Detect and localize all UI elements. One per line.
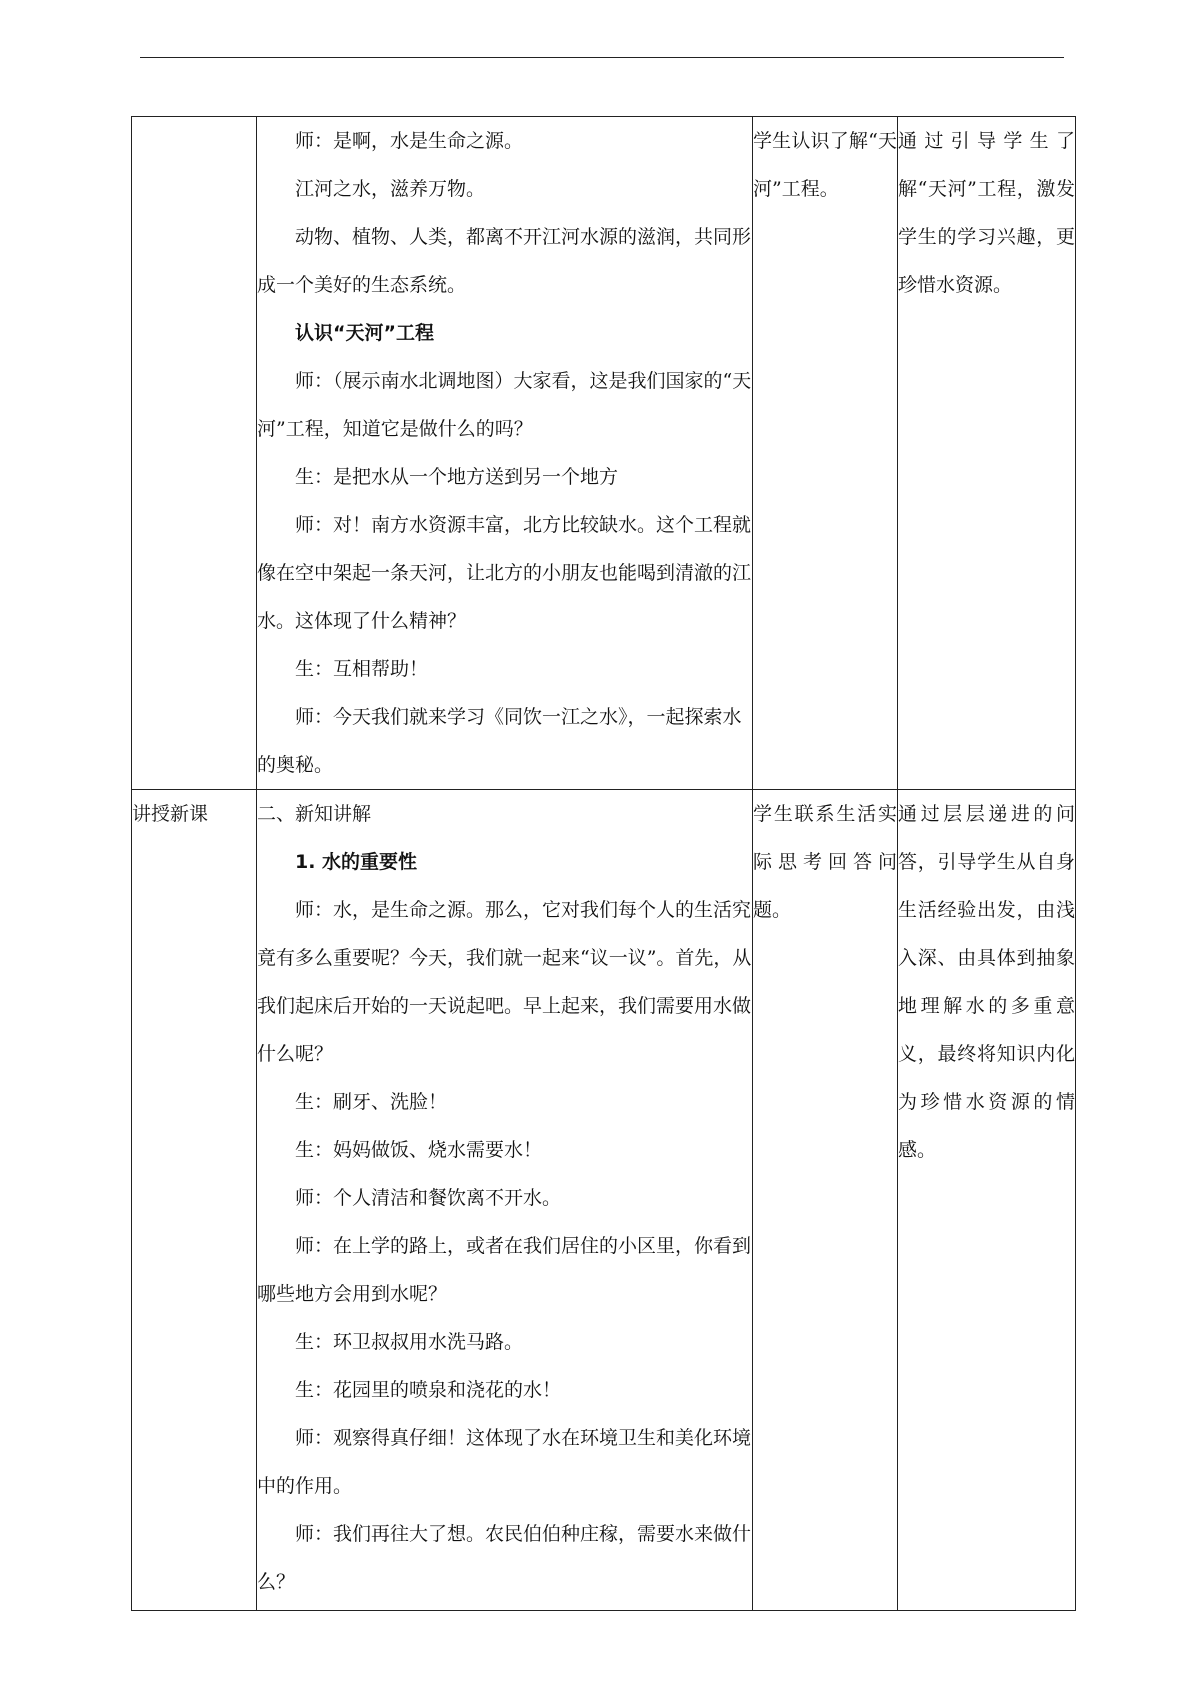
dialogue-paragraph: 江河之水，滋养万物。 xyxy=(295,178,486,200)
dialogue-paragraph: 师：是啊，水是生命之源。 xyxy=(295,130,524,152)
dialogue-paragraph: 师：在上学的路上，或者在我们居住的小区里，你看到哪些地方会用到水呢？ xyxy=(257,1235,752,1305)
dialogue-paragraph: 生：是把水从一个地方送到另一个地方 xyxy=(295,466,619,488)
teaching-process-cell xyxy=(257,117,753,790)
teaching-process-cell xyxy=(257,790,753,1611)
dialogue-paragraph: 师：水，是生命之源。那么，它对我们每个人的生活究竟有多么重要呢？今天，我们就一起来“议一议”。首先，从我们起床后开始的一天说起吧。早上起来，我们需要用水做什么呢？ xyxy=(257,899,752,1065)
section-heading: 认识“天河”工程 xyxy=(295,322,434,344)
design-intent-cell xyxy=(898,117,1076,790)
design-intent-cell xyxy=(898,790,1076,1611)
student-activity-text: 学生联系生活实际思考回答问题。 xyxy=(753,803,897,921)
table-row xyxy=(132,790,1076,1611)
student-activity-cell xyxy=(753,790,898,1611)
stage-label: 讲授新课 xyxy=(132,803,209,825)
table-row xyxy=(132,117,1076,790)
dialogue-paragraph: 生：互相帮助！ xyxy=(295,658,429,680)
dialogue-paragraph: 师：观察得真仔细！这体现了水在环境卫生和美化环境中的作用。 xyxy=(257,1427,752,1497)
dialogue-paragraph: 师：我们再往大了想。农民伯伯种庄稼，需要水来做什么？ xyxy=(257,1523,752,1593)
section-heading: 1. 水的重要性 xyxy=(295,851,418,873)
dialogue-paragraph: 师：对！南方水资源丰富，北方比较缺水。这个工程就像在空中架起一条天河，让北方的小朋友也能喝到清澈的江水。这体现了什么精神？ xyxy=(257,514,752,632)
dialogue-paragraph: 生：环卫叔叔用水洗马路。 xyxy=(295,1331,524,1353)
student-activity-text: 学生认识了解“天河”工程。 xyxy=(753,130,897,200)
stage-cell xyxy=(132,790,257,1611)
student-activity-cell xyxy=(753,117,898,790)
header-rule xyxy=(140,57,1064,58)
dialogue-paragraph: 生：花园里的喷泉和浇花的水！ xyxy=(295,1379,562,1401)
dialogue-paragraph: 师：个人清洁和餐饮离不开水。 xyxy=(295,1187,562,1209)
section-title: 二、新知讲解 xyxy=(257,803,372,825)
dialogue-paragraph: 师：今天我们就来学习《同饮一江之水》，一起探索水的奥秘。 xyxy=(257,706,742,776)
design-intent-text: 通过层层递进的问答，引导学生从自身生活经验出发，由浅入深、由具体到抽象地理解水的多重意义，最终将知识内化为珍惜水资源的情感。 xyxy=(898,803,1075,1161)
dialogue-paragraph: 生：妈妈做饭、烧水需要水！ xyxy=(295,1139,543,1161)
dialogue-paragraph: 生：刷牙、洗脸！ xyxy=(295,1091,448,1113)
design-intent-text: 通过引导学生了解“天河”工程，激发学生的学习兴趣，更珍惜水资源。 xyxy=(898,130,1075,296)
dialogue-paragraph: 师：（展示南水北调地图）大家看，这是我们国家的“天河”工程，知道它是做什么的吗？ xyxy=(257,370,752,440)
dialogue-paragraph: 动物、植物、人类，都离不开江河水源的滋润，共同形成一个美好的生态系统。 xyxy=(257,226,752,296)
lesson-plan-table xyxy=(131,116,1076,1611)
stage-cell xyxy=(132,117,257,790)
